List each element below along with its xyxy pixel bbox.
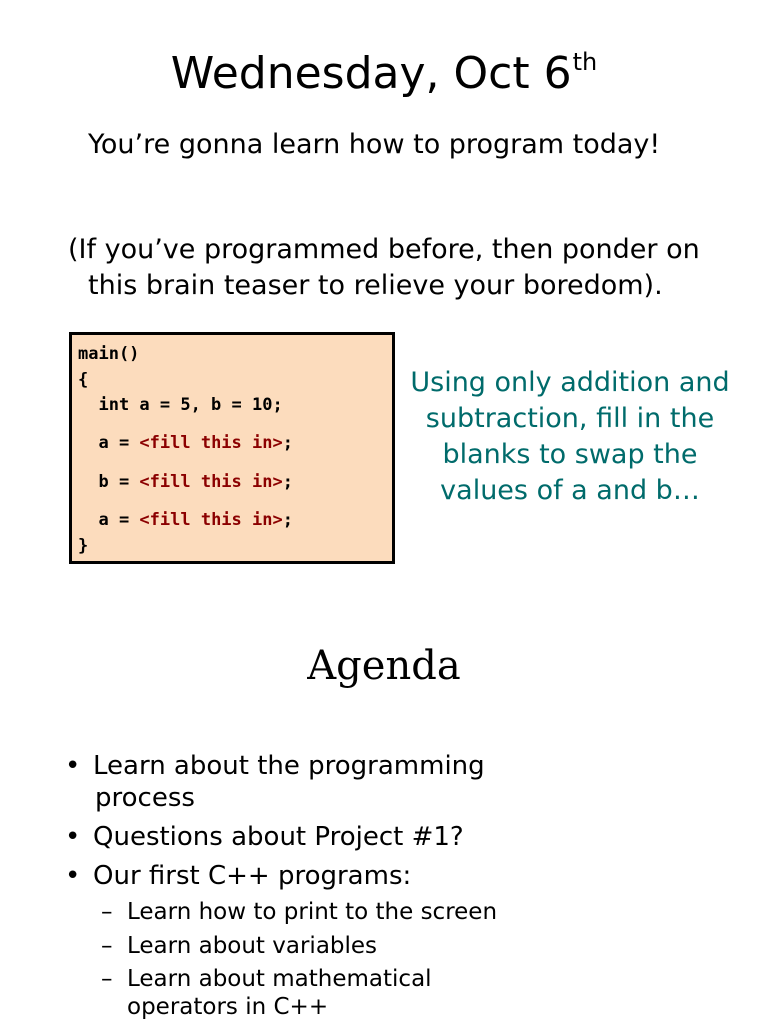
code-text: ;: [282, 472, 293, 492]
code-box: [69, 332, 395, 564]
agenda-item: [65, 860, 412, 892]
instruction-line: Using only addition and: [410, 367, 730, 398]
instruction-text: [400, 365, 740, 509]
agenda-subitem-text: Learn how to print to the screen: [127, 899, 498, 925]
teaser-note-line-2: this brain teaser to relieve your boredom).: [88, 270, 663, 301]
code-line: [78, 394, 283, 416]
code-line: [78, 432, 293, 454]
agenda-title: Agenda: [307, 643, 461, 689]
code-text: int a = 5, b = 10;: [78, 395, 283, 415]
dash-marker: –: [101, 966, 113, 992]
code-line: [78, 471, 293, 493]
agenda-item-text: Our first C++ programs:: [93, 861, 412, 891]
instruction-line: values of a and b…: [440, 475, 700, 506]
agenda-item-text: Learn about the programming: [93, 751, 485, 781]
code-text: ;: [282, 433, 293, 453]
code-text: ;: [282, 510, 293, 530]
agenda-subitem: [101, 965, 432, 1021]
code-line: [78, 535, 88, 557]
dash-marker: –: [101, 933, 113, 959]
slide-title: [0, 30, 768, 106]
bullet-marker: •: [65, 861, 81, 891]
agenda-item: [65, 821, 464, 853]
agenda-subitem-text: Learn about variables: [127, 933, 378, 959]
agenda-item-text-continued: process: [95, 783, 195, 813]
code-text: a =: [78, 510, 140, 530]
dash-marker: –: [101, 899, 113, 925]
code-blank: <fill this in>: [139, 433, 283, 453]
code-text: a =: [78, 433, 140, 453]
instruction-line: blanks to swap the: [442, 439, 698, 470]
teaser-note-line-1: (If you’ve programmed before, then ponder on: [68, 234, 700, 265]
code-blank: <fill this in>: [139, 472, 283, 492]
code-text: b =: [78, 472, 140, 492]
slide-title-superscript: th: [572, 48, 598, 76]
code-text: {: [78, 370, 89, 390]
bullet-marker: •: [65, 822, 81, 852]
teaser-note: [68, 232, 700, 304]
code-blank: <fill this in>: [139, 510, 283, 530]
agenda-item-text: Questions about Project #1?: [93, 822, 464, 852]
agenda-subitem-text: Learn about mathematical: [127, 966, 432, 992]
agenda-subitem: [101, 898, 498, 926]
code-text: main(): [78, 344, 140, 364]
agenda-subitem: [101, 932, 378, 960]
instruction-line: subtraction, fill in the: [425, 403, 715, 434]
agenda-subitem-text-continued: operators in C++: [127, 994, 329, 1020]
intro-text: You’re gonna learn how to program today!: [88, 129, 661, 160]
code-line: [78, 369, 88, 391]
code-text: }: [78, 536, 89, 556]
bullet-marker: •: [65, 751, 81, 781]
code-line: [78, 343, 139, 365]
agenda-item: [65, 750, 485, 814]
slide-title-text: Wednesday, Oct 6: [170, 48, 572, 99]
code-line: [78, 509, 293, 531]
